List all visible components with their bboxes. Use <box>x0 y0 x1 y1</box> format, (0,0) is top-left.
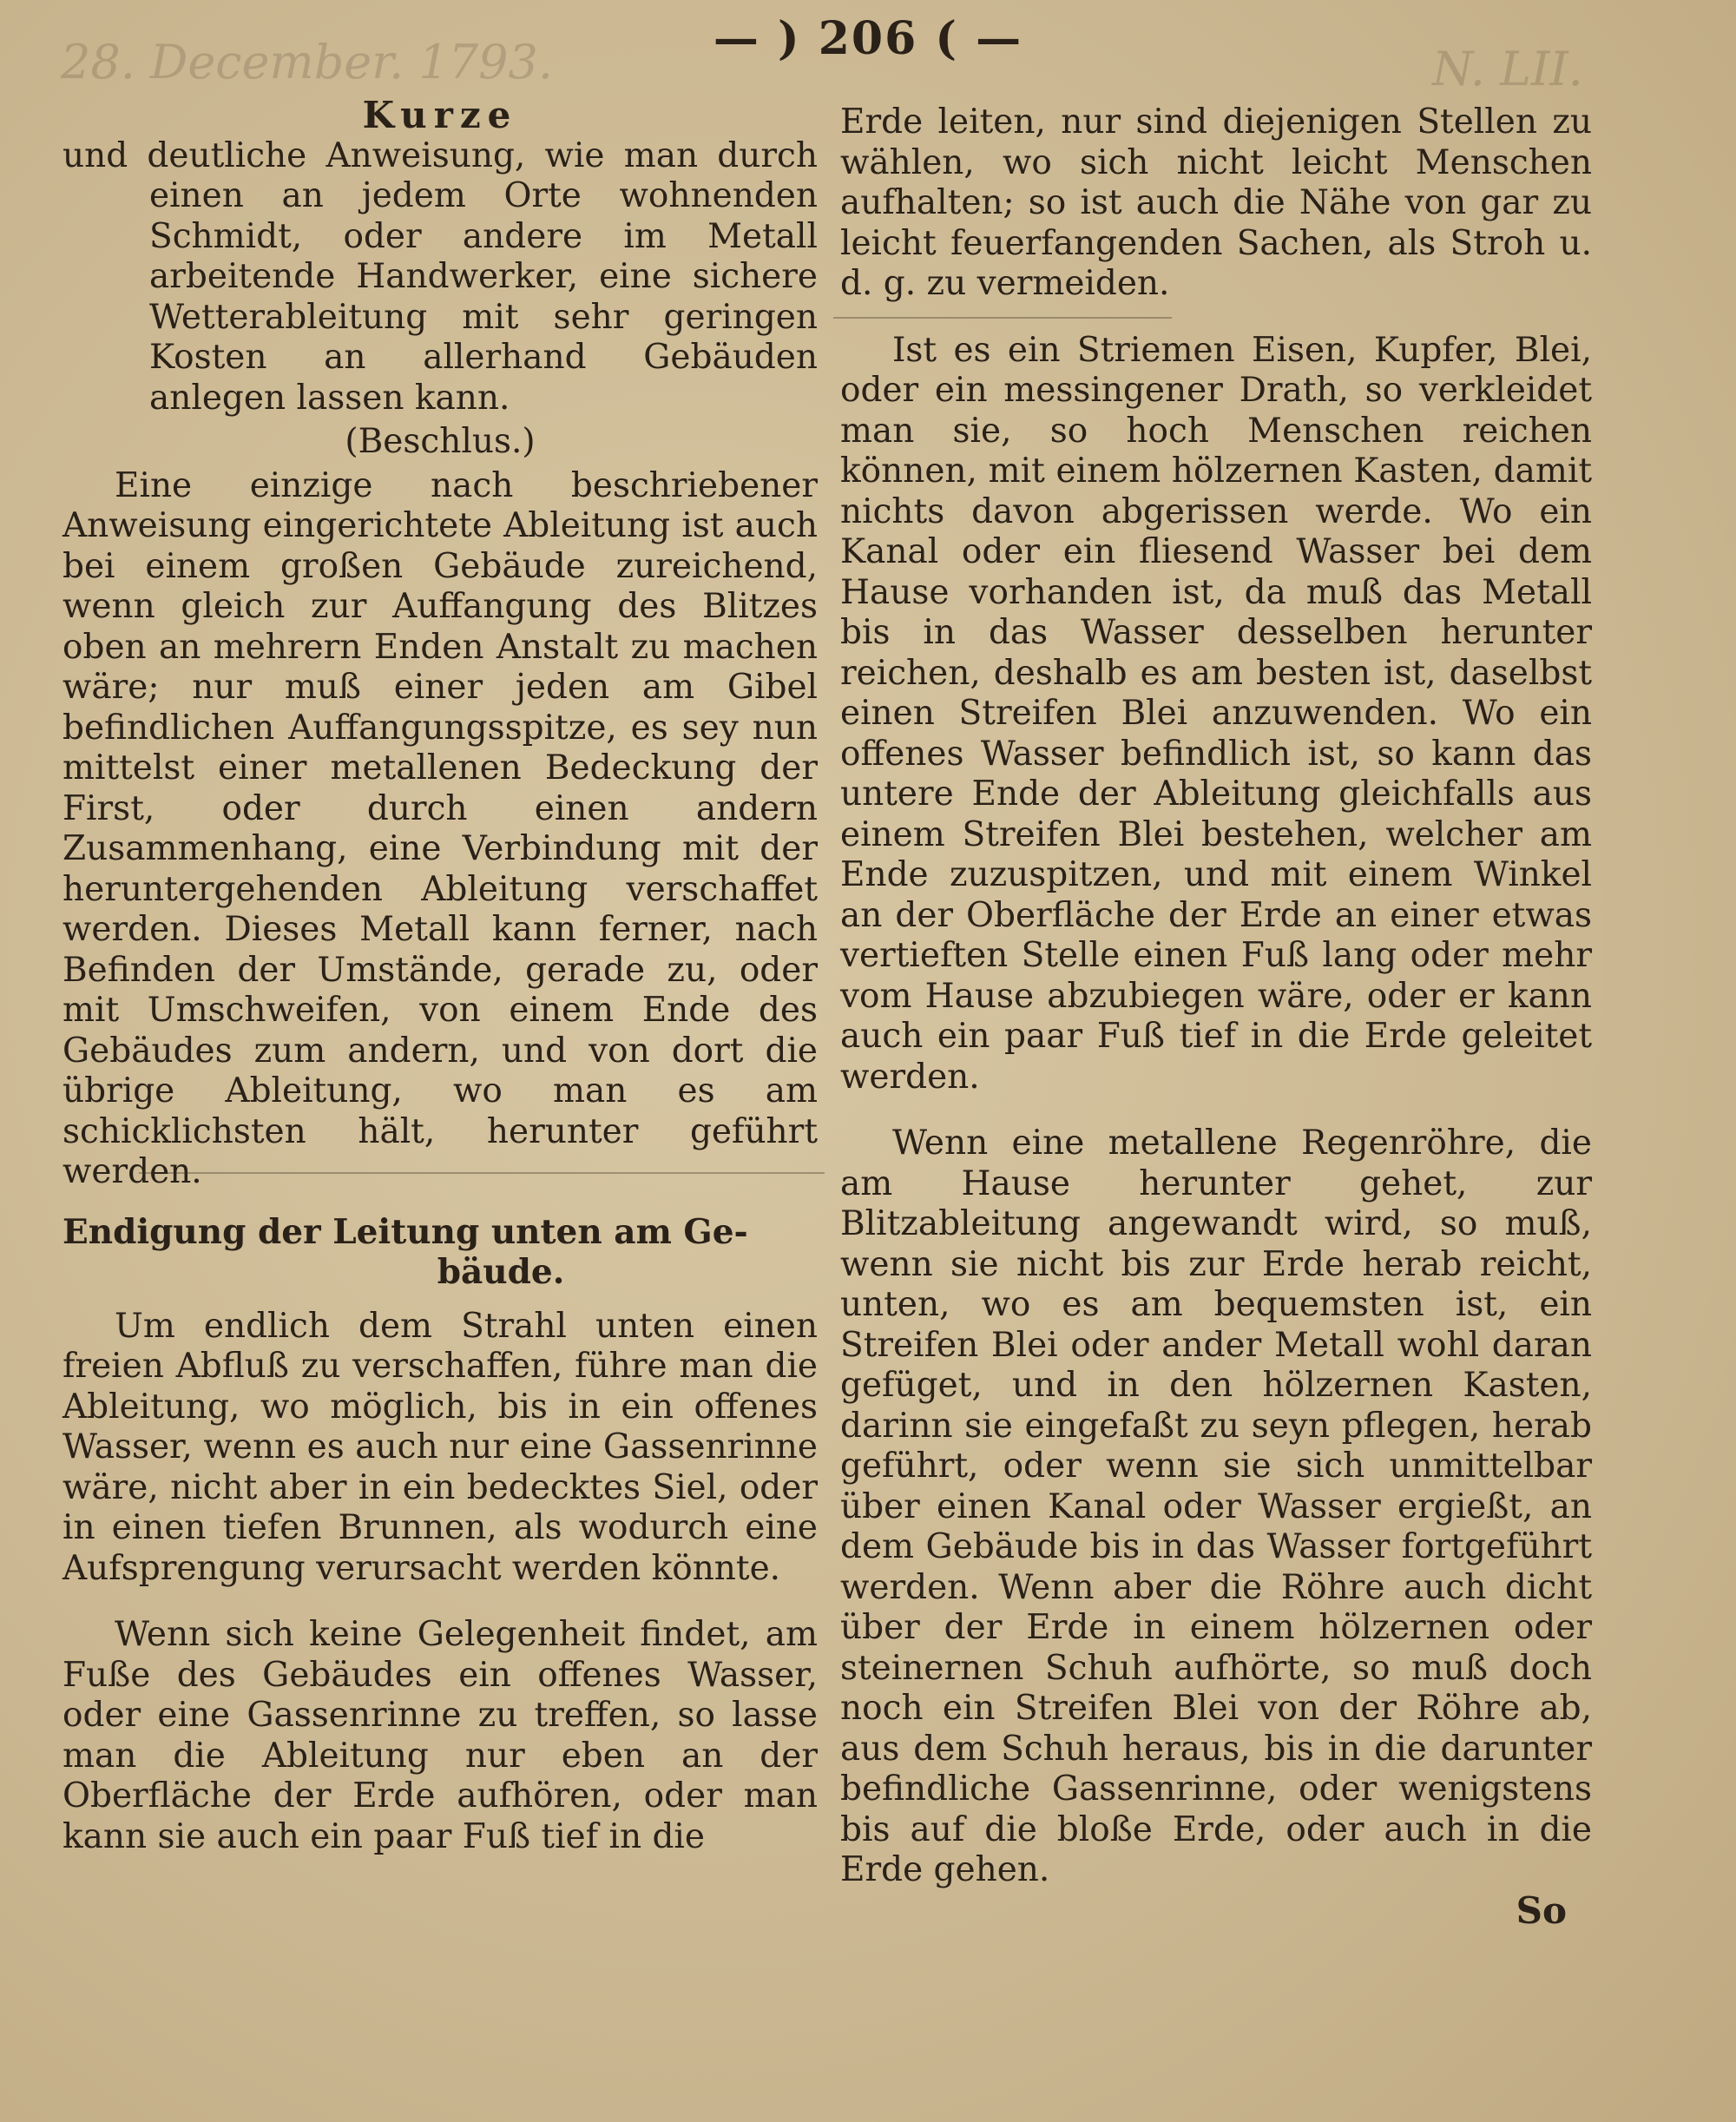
page-number-header: — ) 206 ( — <box>713 12 1023 65</box>
section-heading <box>62 1212 818 1293</box>
divider-rule <box>833 317 1172 319</box>
right-column <box>840 102 1592 1891</box>
right-paragraph-2: Ist es ein Striemen Eisen, Kupfer, Blei, oder ein messingener Drath, so verkleidet man sie, so hoch Menschen reichen können, mit einem hölzernen Kasten, damit nichts davon abgerissen werde. Wo ein Kanal oder ein fliesend Wasser bei dem Hause vorhanden ist, da muß das Metall bis in das Wasser desselben herunter reichen, deshalb es am besten ist, daselbst einen Streifen Blei anzuwenden. Wo ein offenes Wasser befindlich ist, so kann das untere Ende der Ableitung gleichfalls aus einem Streifen Blei bestehen, welcher am Ende zuzuspitzen, und mit einem Winkel an der Oberfläche der Erde an einer etwas vertieften Stelle einen Fuß lang oder mehr vom Hause abzubiegen wäre, oder er kann auch ein paar Fuß tief in die Erde geleitet werden. <box>840 330 1592 1097</box>
section-heading-line-2: bäude. <box>437 1252 565 1292</box>
left-paragraph-1: Eine einzige nach beschriebener Anweisung eingerichtete Ableitung ist auch bei einem großen Gebäude zureichend, wenn gleich zur Auffangung des Blitzes oben an mehrern Enden Anstalt zu machen wäre; nur muß einer jeden am Gibel befindlichen Auffangungsspitze, es sey nun mittelst einer metallenen Bedeckung der First, oder durch einen andern Zusammenhang, eine Verbindung mit der heruntergehenden Ableitung verschaffet werden. Dieses Metall kann ferner, nach Befinden der Umstände, gerade zu, oder mit Umschweifen, von einem Ende des Gebäudes zum andern, und von dort die übrige Ableitung, wo man es am schicklichsten hält, herunter geführt werden. <box>62 465 818 1191</box>
left-paragraph-2: Um endlich dem Strahl unten einen freien Abfluß zu verschaffen, führe man die Ableitung, wo möglich, bis in ein offenes Wasser, wenn es auch nur eine Gassenrinne wäre, nicht aber in ein bedecktes Siel, oder in einen tiefen Brunnen, als wodurch eine Aufsprengung verursacht werden könnte. <box>62 1306 818 1588</box>
right-paragraph-3: Wenn eine metallene Regenröhre, die am Hause herunter gehet, zur Blitzableitung angewandt wird, so muß, wenn sie nicht bis zur Erde herab reicht, unten, wo es am bequemsten ist, ein Streifen Blei oder ander Metall wohl daran gefüget, und in den hölzernen Kasten, darinn sie eingefaßt zu seyn pflegen, herab geführt, oder wenn sie sich unmittelbar über einen Kanal oder Wasser ergießt, an dem Gebäude bis in das Wasser fortgeführt werden. Wenn aber die Röhre auch dicht über der Erde in einem hölzernen oder steinernen Schuh aufhörte, so muß doch noch ein Streifen Blei von der Röhre ab, aus dem Schuh heraus, bis in die darunter befindliche Gassenrinne, oder wenigstens bis auf die bloße Erde, oder auch in die Erde gehen. <box>840 1124 1592 1889</box>
section-heading-line-1: Endigung der Leitung unten am Ge- <box>62 1211 748 1252</box>
article-title: Kurze <box>362 94 518 136</box>
bleed-through-issue: N. LII. <box>1432 42 1583 96</box>
divider-rule <box>139 1172 825 1174</box>
bleed-through-date: 28. December. 1793. <box>61 35 554 89</box>
left-column <box>62 96 818 1857</box>
conclusion-marker: (Beschlus.) <box>345 422 536 461</box>
catchword: So <box>1516 1889 1567 1932</box>
article-subtitle: und deutliche Anweisung, wie man durch einen an jedem Orte wohnenden Schmidt, oder andere im Metall arbeitende Handwerker, eine sichere Wetterableitung mit sehr geringen Kosten an allerhand Gebäuden anlegen lassen kann. <box>62 135 818 418</box>
left-paragraph-3: Wenn sich keine Gelegenheit findet, am Fuße des Gebäudes ein offenes Wasser, oder eine Gassenrinne zu treffen, so lasse man die Ableitung nur eben an der Oberfläche der Erde aufhören, oder man kann sie auch ein paar Fuß tief in die <box>62 1615 818 1856</box>
right-paragraph-1: Erde leiten, nur sind diejenigen Stellen zu wählen, wo sich nicht leicht Menschen aufhalten; so ist auch die Nähe von gar zu leicht feuerfangenden Sachen, als Stroh u. d. g. zu vermeiden. <box>840 102 1592 303</box>
